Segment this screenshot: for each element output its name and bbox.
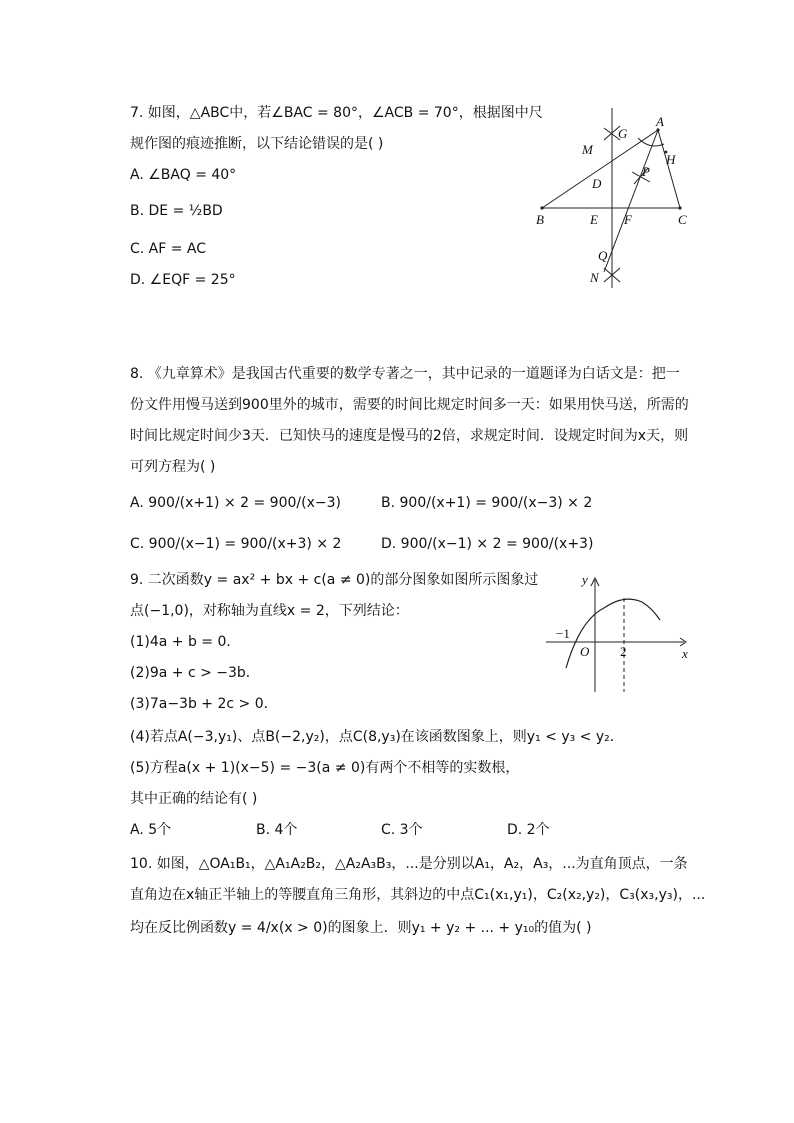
- q7-label-e: E: [590, 212, 598, 227]
- q10-text-line2: 直角边在x轴正半轴上的等腰直角三角形，其斜边的中点C₁(x₁,y₁)，C₂(x₂,y₂)，C₃(x₃,y₃)，...: [130, 887, 706, 903]
- q9-parabola-graph: [540, 570, 700, 695]
- q9-text-line2: 点(−1,0)，对称轴为直线x = 2，下列结论：: [130, 603, 409, 619]
- q9-label-x: x: [682, 646, 688, 661]
- q9-conclusion-2: (2)9a + c > −3b．: [130, 665, 260, 681]
- q7-option-d: D. ∠EQF = 25°: [130, 272, 236, 288]
- q7-label-m: M: [582, 142, 593, 157]
- q7-label-n: N: [590, 270, 599, 285]
- q8-option-c: C. 900/(x−1) = 900/(x+3) × 2: [130, 536, 342, 552]
- q10-text-line3: 均在反比例函数y = 4/x(x > 0)的图象上．则y₁ + y₂ + ... + y₁₀的值为( ): [130, 920, 592, 936]
- q8-text-line1: 8. 《九章算术》是我国古代重要的数学专著之一，其中记录的一道题译为白话文是：把一: [130, 366, 680, 382]
- q7-label-h: H: [666, 152, 676, 167]
- q9-label-neg1: −1: [556, 626, 570, 641]
- q7-label-a: A: [656, 114, 664, 129]
- q7-text-line2: 规作图的痕迹推断，以下结论错误的是( ): [130, 136, 384, 152]
- q9-text-line1: 9. 二次函数y = ax² + bx + c(a ≠ 0)的部分图象如图所示图象过: [130, 572, 539, 588]
- q8-text-line2: 份文件用慢马送到900里外的城市，需要的时间比规定时间多一天：如果用快马送，所需的: [130, 397, 689, 413]
- q9-label-two: 2: [620, 644, 627, 659]
- q7-side-ac: [658, 130, 680, 208]
- q7-geometry-figure: [520, 100, 700, 295]
- q9-conclusion-4: (4)若点A(−3,y₁)、点B(−2,y₂)，点C(8,y₃)在该函数图象上，则y₁ < y₃ < y₂．: [130, 729, 624, 745]
- q7-option-c: C. AF = AC: [130, 241, 207, 257]
- q7-label-q: Q: [598, 248, 608, 263]
- q7-option-a: A. ∠BAQ = 40°: [130, 167, 237, 183]
- q9-label-origin: O: [580, 644, 590, 659]
- q9-label-y: y: [582, 572, 588, 587]
- q7-text-line1: 7. 如图，△ABC中，若∠BAC = 80°，∠ACB = 70°，根据图中尺: [130, 105, 543, 121]
- q9-option-d: D. 2个: [507, 822, 550, 838]
- q9-conclusion-5: (5)方程a(x + 1)(x−5) = −3(a ≠ 0)有两个不相等的实数根，: [130, 760, 520, 776]
- q7-option-b: B. DE = ½BD: [130, 203, 223, 219]
- q9-conclusion-3: (3)7a−3b + 2c > 0．: [130, 696, 278, 712]
- q7-label-c: C: [678, 212, 687, 227]
- q8-option-a: A. 900/(x+1) × 2 = 900/(x−3): [130, 495, 341, 511]
- q8-text-line4: 可列方程为( ): [130, 459, 216, 475]
- q9-option-a: A. 5个: [130, 822, 172, 838]
- q8-text-line3: 时间比规定时间少3天．已知快马的速度是慢马的2倍，求规定时间．设规定时间为x天，则: [130, 428, 689, 444]
- q8-option-b: B. 900/(x+1) = 900/(x−3) × 2: [381, 495, 593, 511]
- q7-label-g: G: [618, 126, 628, 141]
- q9-option-c: C. 3个: [381, 822, 423, 838]
- q7-label-f: F: [624, 212, 632, 227]
- q7-side-ab: [542, 130, 658, 208]
- q7-label-b: B: [536, 212, 544, 227]
- q9-ask: 其中正确的结论有( ): [130, 791, 258, 807]
- q7-label-p: P: [642, 164, 650, 179]
- q9-conclusion-1: (1)4a + b = 0．: [130, 634, 241, 650]
- q7-label-d: D: [592, 176, 602, 191]
- q10-text-line1: 10. 如图，△OA₁B₁，△A₁A₂B₂，△A₂A₃B₃，...是分别以A₁，A₂，A₃，...为直角顶点，一条: [130, 856, 688, 872]
- q8-option-d: D. 900/(x−1) × 2 = 900/(x+3): [381, 536, 594, 552]
- q9-option-b: B. 4个: [256, 822, 298, 838]
